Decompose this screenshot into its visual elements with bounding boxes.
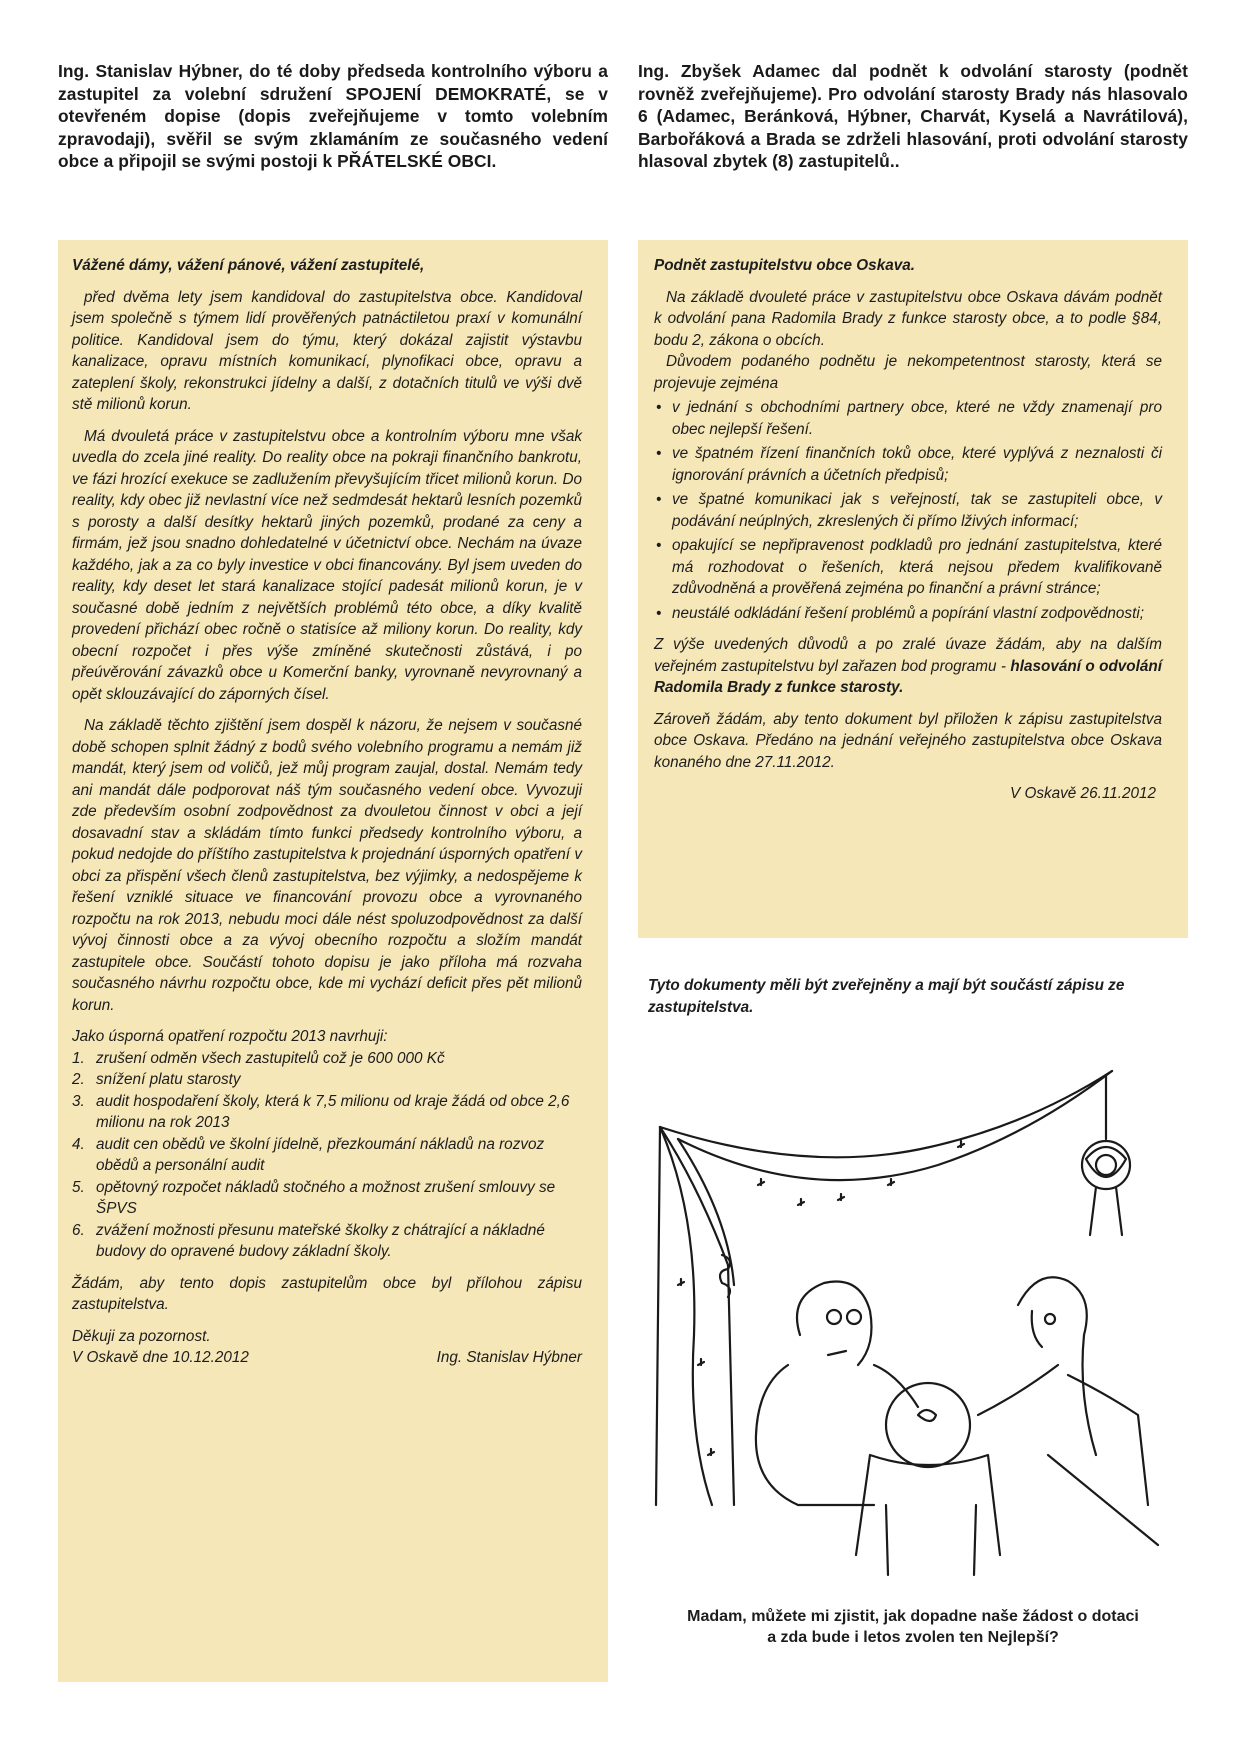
list-item: • ve špatné komunikaci jak s veřejností, tak se zastupiteli obce, v podávání neúplných, zkreslených či přímo lživých informací; [656,491,1162,530]
letter-place-date: V Oskavě dne 10.12.2012 [72,1349,249,1366]
signature-line [72,1347,582,1369]
fortune-teller-cartoon [638,1035,1188,1595]
list-item: 6. zvážení možnosti přesunu mateřské školky z chátrající a nákladné budovy do opravené budovy základní školy. [72,1221,545,1260]
cartoon-caption [638,1606,1188,1648]
motion-box [638,240,1188,938]
motion-paragraph-2: Důvodem podaného podnětu je nekompetentnost starosty, která se projevuje zejména [654,353,1162,392]
list-item: • opakující se nepřipravenost podkladů pro jednání zastupitelstva, které má rozhodovat o řešeních, která nejsou předem kvalifikovaně zdůvodněná a prověřená zejména po finanční a právní stránce; [656,537,1162,597]
motion-paragraph-1: Na základě dvouleté práce v zastupitelstvu obce Oskava dávám podnět k odvolání pana Radomila Brady z funkce starosty obce, a to podle §84, bodu 2, zákona o obcích. [654,288,1162,349]
left-column [58,0,608,1366]
left-lead-paragraph: Ing. Stanislav Hýbner, do té doby předseda kontrolního výboru a zastupitel za volební sdružení SPOJENÍ DEMOKRATÉ, se v otevřeném dopise (dopis zveřejňujeme v tomto volebním zpravodaji), svěřil se svým zklamáním ze současného vedení obce a připojil se svými postoji k PŘÁTELSKÉ OBCI. [58,61,608,172]
list-item: 1. zrušení odměn všech zastupitelů což je 600 000 Kč [72,1049,445,1067]
list-item: 5. opětovný rozpočet nákladů stočného a možnost zrušení smlouvy se ŠPVS [72,1178,556,1217]
letter-paragraph-2: Má dvouletá práce v zastupitelstvu obce a kontrolním výboru mne však uvedla do zcela jiné reality. Do reality obce na pokraji finančního bankrotu, ve fázi hrozící exekuce se zadlužením převyšujícím třicet milionů korun. Do reality, kdy obec již nevlastní více než sedmdesát hektarů lesních pozemků s porosty a další desítky hektarů jiných pozemků, prodané za ceny a firmám, jež jsou snadno dohledatelné v účetnictví obce. Nechám na úvaze každého, jak a za co byly investice v obci financovány. Byl jsem uveden do reality, kdy deset let stará kanalizace stojící padesát milionů korun, je v současné době jedním z největších problémů této obce, a díky kvalitě provedení přichází obec ročně o statisíce až miliony korun. Do reality, kdy obecní rozpočet i přes výše zmíněné skutečnosti zůstává, i po přeúvěrování závazků obce u Komerční banky, vyrovnaně nevyrovnaný a opět sklouzávající do záporných čísel. [72,427,582,703]
motion-title: Podnět zastupitelstvu obce Oskava. [654,257,915,274]
documents-note: Tyto dokumenty měli být zveřejněny a mají být součástí zápisu ze zastupitelstva. [648,977,1125,1016]
list-item: 2. snížení platu starosty [72,1071,241,1088]
list-item: • neustálé odkládání řešení problémů a popírání vlastní zodpovědnosti; [656,604,1144,622]
measures-list [72,1048,582,1263]
letter-salutation: Vážené dámy, vážení pánové, vážení zastupitelé, [72,257,425,274]
list-item: • v jednání s obchodními partnery obce, které ne vždy znamenají pro obec nejlepší řešení. [656,399,1162,438]
letter-paragraph-1: před dvěma lety jsem kandidoval do zastupitelstva obce. Kandidoval jsem společně s týmem lidí prověřených patnáctiletou praxí v komunální politice. Kandidoval jsem do týmu, který dokázal zajistit výstavbu kanalizace, opravu místních komunikací, plynofikaci obce, opravu a zateplení školy, rekonstrukci jídelny a další, z dotačních titulů ve výši dvě stě milionů korun. [72,288,582,413]
caption-line-1: Madam, můžete mi zjistit, jak dopadne naše žádost o dotaci [687,1608,1139,1625]
list-item: 3. audit hospodaření školy, která k 7,5 milionu od kraje žádá od obce 2,6 milionu na rok 2013 [72,1092,570,1131]
motion-attach: Zároveň žádám, aby tento dokument byl přiložen k zápisu zastupitelstva obce Oskava. Předáno na jednání veřejného zastupitelstva obce Oskava konaného dne 27.11.2012. [654,710,1162,771]
list-item: 4. audit cen obědů ve školní jídelně, přezkoumání nákladů na rozvoz obědů a personální audit [72,1135,545,1174]
open-letter-box [58,240,608,1682]
letter-request: Žádám, aby tento dopis zastupitelům obce byl přílohou zápisu zastupitelstva. [72,1274,582,1313]
right-lead-paragraph: Ing. Zbyšek Adamec dal podnět k odvolání starosty (podnět rovněž zveřejňujeme). Pro odvolání starosty Brady nás hlasovalo 6 (Adamec, Beránková, Hýbner, Charvát, Kyselá a Navrátilová), Barbořáková a Brada se zdrželi hlasování, proti odvolání starosty hlasoval zbytek (8) zastupitelů.. [638,61,1188,172]
measures-intro: Jako úsporná opatření rozpočtu 2013 navrhuji: [72,1028,388,1045]
caption-line-2: a zda bude i letos zvolen ten Nejlepší? [767,1629,1059,1646]
motion-date: V Oskavě 26.11.2012 [1010,785,1156,802]
right-column [638,0,1188,1646]
letter-thanks: Děkuji za pozornost. [72,1327,211,1345]
letter-signature: Ing. Stanislav Hýbner [436,1349,582,1366]
letter-paragraph-3: Na základě těchto zjištění jsem dospěl k názoru, že nejsem v současné době schopen splnit žádný z bodů svého volebního programu a nemám již mandát, který jsem od voličů, jež můj program zaujal, dostal. Nemám tedy ani mandát dále podporovat náš tým současného vedení obce. Vyvozuji zde především osobní zodpovědnost za dvouletou činnost v obci a její dosavadní stav a skládám tímto funkci předsedy kontrolního výboru, a pokud nedojde do příštího zastupitelstva k projednání úsporných opatření v obci za přispění všech členů zastupitelstva, bez výjimky, a nedospějeme k řešení vzniklé situace ve financování provozu obce a vyrovnaného rozpočtu na rok 2013, nebudu moci dále nést spoluzodpovědnost za další vývoj činnosti obce a za vývoj obecního rozpočtu a složím mandát zastupitele obce. Součástí tohoto dopisu je jako příloha má rozvaha současného návrhu rozpočtu obce, kde mi vychází deficit přes pět milionů korun. [72,717,582,1014]
motion-request: Z výše uvedených důvodů a po zralé úvaze žádám, aby na dalším veřejném zastupitelstvu byl zařazen bod programu - hlasování o odvolání Radomila Brady z funkce starosty. [654,636,1163,696]
list-item: • ve špatném řízení finančních toků obce, které vyplývá z neznalosti či ignorování právních a účetních předpisů; [656,445,1162,484]
reasons-list [654,397,1162,624]
